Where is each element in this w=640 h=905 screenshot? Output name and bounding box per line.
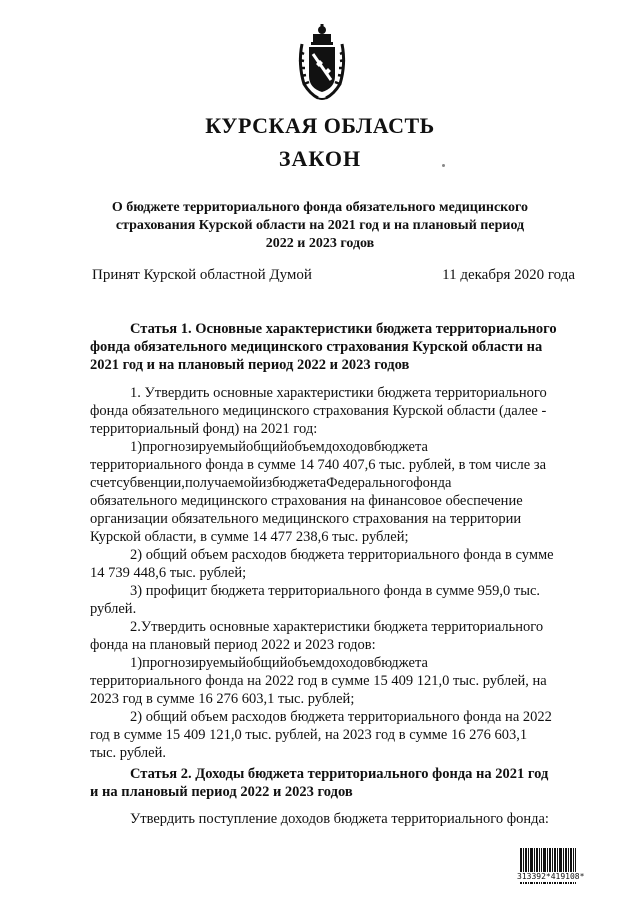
paragraph-line [90, 474, 575, 492]
region-name: КУРСКАЯ ОБЛАСТЬ [205, 113, 435, 138]
paragraph-line [90, 654, 575, 672]
heading-line: и на плановый период 2022 и 2023 годов [90, 784, 353, 800]
document-type: ЗАКОН [278, 146, 362, 171]
paragraph-line: обязательного медицинского страхования на финансовое обеспечение [90, 493, 523, 509]
paragraph-line: 2) общий объем расходов бюджета территориального фонда в сумме [130, 547, 554, 563]
barcode-number: 313392*419108* [517, 872, 585, 881]
justified-word: общий [246, 439, 288, 455]
justified-word: прогнозируемый [142, 439, 247, 455]
justified-word: фонда [413, 475, 452, 491]
heading-line: фонда обязательного медицинского страхования Курской области на [90, 339, 543, 355]
adoption-body: Принят Курской областной Думой [92, 267, 312, 283]
paragraph-line: фонда на плановый период 2022 и 2023 годов: [90, 637, 376, 653]
law-title-line: страхования Курской области на 2021 год и на плановый период [115, 218, 525, 233]
paragraph-line: организации обязательного медицинского страхования на территории [90, 511, 522, 527]
justified-word: объем [287, 439, 325, 455]
justified-word: общий [246, 655, 288, 671]
adoption-date: 11 декабря 2020 года [442, 267, 575, 283]
paragraph-line: территориального фонда в сумме 14 740 407,6 тыс. рублей, в том числе за [90, 457, 547, 473]
paragraph-line: 3) профицит бюджета территориального фонда в сумме 959,0 тыс. [130, 583, 541, 599]
law-title-line: 2022 и 2023 годов [265, 236, 375, 251]
law-title [100, 199, 540, 253]
justified-word: из [258, 475, 273, 491]
paragraph-line: территориальный фонд) на 2021 год: [90, 421, 318, 437]
paragraph-line: 2) общий объем расходов бюджета территориального фонда на 2022 [130, 709, 552, 725]
paragraph-line [90, 438, 575, 456]
heading-line: Статья 1. Основные характеристики бюджета территориального [130, 321, 557, 337]
heading-line: 2021 год и на плановый период 2022 и 2023 годов [90, 357, 410, 373]
justified-word: доходов [324, 439, 374, 455]
coat-of-arms-emblem [296, 24, 348, 102]
justified-word: бюджета [373, 655, 428, 671]
justified-word: 1) [130, 439, 143, 455]
justified-word: доходов [324, 655, 374, 671]
paragraph-line: территориального фонда на 2022 год в сумме 15 409 121,0 тыс. рублей, на [90, 673, 547, 689]
paragraph-line: 2023 год в сумме 16 276 603,1 тыс. рублей; [90, 691, 355, 707]
paragraph-line: 14 739 448,6 тыс. рублей; [90, 565, 247, 581]
article-1-body [90, 384, 575, 762]
article-2-body [90, 810, 575, 828]
paragraph-line: рублей. [90, 601, 137, 617]
paragraph-line: год в сумме 15 409 121,0 тыс. рублей, на 2023 год в сумме 16 276 603,1 [90, 727, 528, 743]
justified-word: 1) [130, 655, 143, 671]
paragraph-line: Курской области, в сумме 14 477 238,6 тыс. рублей; [90, 529, 409, 545]
justified-word: Утвердить основные характеристики бюджета территориального [140, 619, 544, 635]
paragraph-line: фонда обязательного медицинского страхования Курской области (далее - [90, 403, 547, 419]
justified-word: бюджета [272, 475, 327, 491]
justified-word: бюджета [373, 439, 428, 455]
paragraph-line: 1. Утвердить основные характеристики бюджета территориального [130, 385, 547, 401]
justified-word: счет [90, 475, 117, 491]
article-2-heading [90, 765, 575, 801]
paragraph-line: тыс. рублей. [90, 745, 166, 761]
article-1-heading [90, 320, 575, 374]
heading-line: Статья 2. Доходы бюджета территориального фонда на 2021 год [130, 766, 549, 782]
paragraph-line [90, 618, 575, 636]
justified-word: объем [287, 655, 325, 671]
justified-word: субвенции, [116, 475, 185, 491]
justified-word: прогнозируемый [142, 655, 247, 671]
justified-word: Федерального [326, 475, 414, 491]
scan-dot [442, 164, 445, 167]
paragraph-line: Утвердить поступление доходов бюджета территориального фонда: [130, 811, 549, 827]
law-title-line: О бюджете территориального фонда обязательного медицинского [111, 200, 529, 215]
justified-word: получаемой [184, 475, 259, 491]
justified-word: 2. [130, 619, 141, 635]
